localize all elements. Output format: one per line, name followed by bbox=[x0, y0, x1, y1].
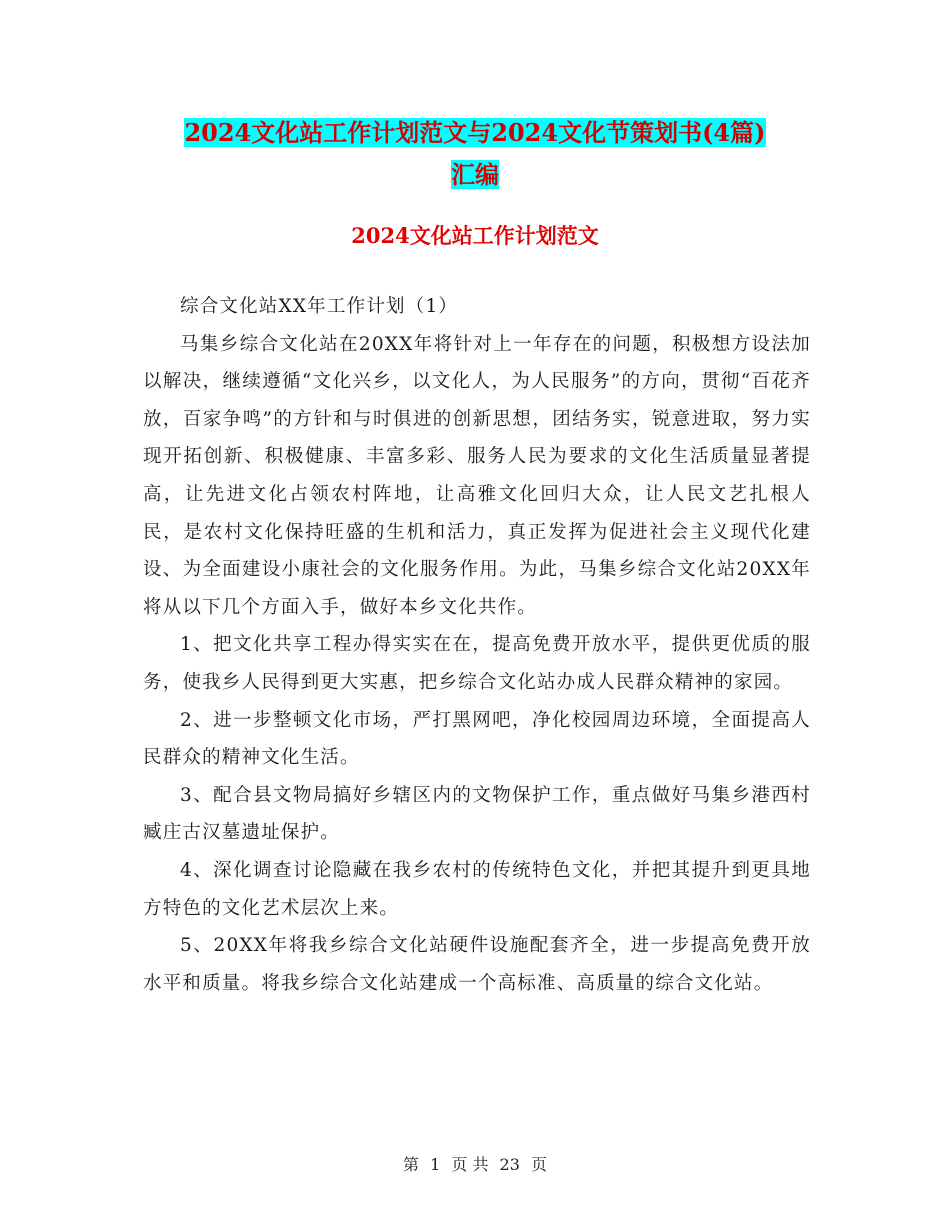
current-page-number: 1 bbox=[430, 1155, 441, 1174]
footer-middle: 页 共 bbox=[451, 1155, 489, 1174]
page-footer bbox=[0, 1152, 950, 1175]
list-item: 1、把文化共享工程办得实实在在，提高免费开放水平，提供更优质的服务，使我乡人民得到更大实惠，把乡综合文化站办成人民群众精神的家园。 bbox=[143, 634, 811, 693]
paragraph-heading: 综合文化站XX年工作计划（1） bbox=[180, 296, 459, 317]
footer-prefix: 第 bbox=[402, 1155, 419, 1174]
document-body bbox=[143, 288, 811, 1002]
section-title: 2024文化站工作计划范文 bbox=[351, 223, 599, 248]
paragraph: 马集乡综合文化站在20XX年将针对上一年存在的问题，积极想方设法加以解决，继续遵循“文化兴乡，以文化人，为人民服务”的方向，贯彻“百花齐放，百家争鸣”的方针和与时俱进的创新思想，团结务实，锐意进取，努力实现开拓创新、积极健康、丰富多彩、服务人民为要求的文化生活质量显著提高，让先进文化占领农村阵地，让高雅文化回归大众，让人民文艺扎根人民，是农村文化保持旺盛的生机和活力，真正发挥为促进社会主义现代化建设、为全面建设小康社会的文化服务作用。为此，马集乡综合文化站20XX年将从以下几个方面入手，做好本乡文化共作。 bbox=[143, 333, 811, 618]
total-pages: 23 bbox=[499, 1155, 520, 1174]
list-item: 4、深化调查讨论隐藏在我乡农村的传统特色文化，并把其提升到更具地方特色的文化艺术层次上来。 bbox=[143, 859, 811, 919]
list-item: 3、配合县文物局搞好乡辖区内的文物保护工作，重点做好马集乡港西村臧庄古汉墓遗址保护。 bbox=[143, 784, 811, 844]
document-title bbox=[0, 112, 950, 196]
document-title-line1: 2024文化站工作计划范文与2024文化节策划书(4篇) bbox=[184, 118, 766, 147]
list-item: 2、进一步整顿文化市场，严打黑网吧，净化校园周边环境，全面提高人民群众的精神文化生活。 bbox=[143, 709, 811, 769]
footer-suffix: 页 bbox=[531, 1155, 548, 1174]
document-title-line2: 汇编 bbox=[451, 160, 499, 189]
list-item: 5、20XX年将我乡综合文化站硬件设施配套齐全，进一步提高免费开放水平和质量。将我乡综合文化站建成一个高标准、高质量的综合文化站。 bbox=[143, 935, 811, 994]
